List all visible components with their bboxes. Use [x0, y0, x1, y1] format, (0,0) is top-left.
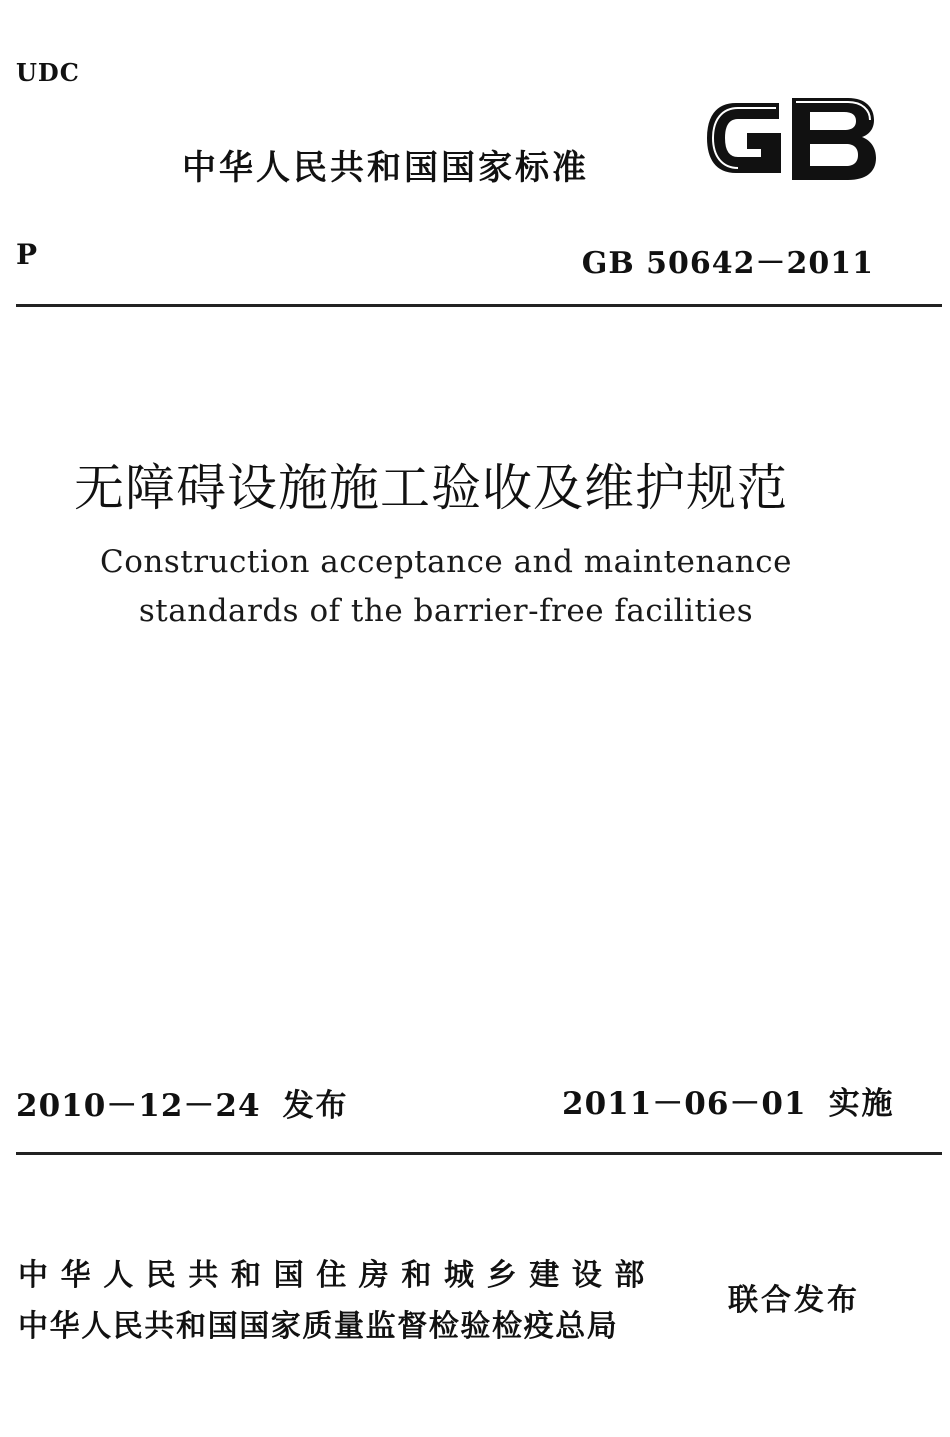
joint-issue-label: 联合发布	[728, 1283, 860, 1318]
national-standard-heading: 中华人民共和国国家标准	[182, 148, 589, 188]
footer-divider	[16, 1152, 942, 1155]
title-english-line1: Construction acceptance and maintenance	[100, 544, 792, 580]
issue-date: 2010－12－24	[16, 1088, 261, 1124]
gb-logo	[702, 92, 880, 184]
title-english-line2: standards of the barrier-free facilities	[138, 593, 754, 629]
issuer-quality-administration: 中华人民共和国国家质量监督检验检疫总局	[18, 1309, 619, 1344]
issuer-ministry-housing: 中华人民共和国住房和城乡建设部	[18, 1258, 657, 1293]
gb-logo-g	[708, 104, 780, 172]
gb-logo-b	[792, 98, 876, 180]
implement-label: 实施	[828, 1086, 895, 1122]
issue-label: 发布	[282, 1088, 349, 1124]
issue-date-row	[16, 1080, 349, 1125]
classification-code: P	[16, 238, 38, 271]
title-chinese: 无障碍设施施工验收及维护规范	[74, 459, 788, 517]
implement-date: 2011－06－01	[562, 1086, 807, 1122]
implement-date-row	[562, 1078, 895, 1123]
udc-label: UDC	[16, 58, 80, 87]
standard-number: GB 50642－2011	[581, 246, 874, 281]
title-english	[0, 538, 892, 636]
header-divider	[16, 304, 942, 307]
